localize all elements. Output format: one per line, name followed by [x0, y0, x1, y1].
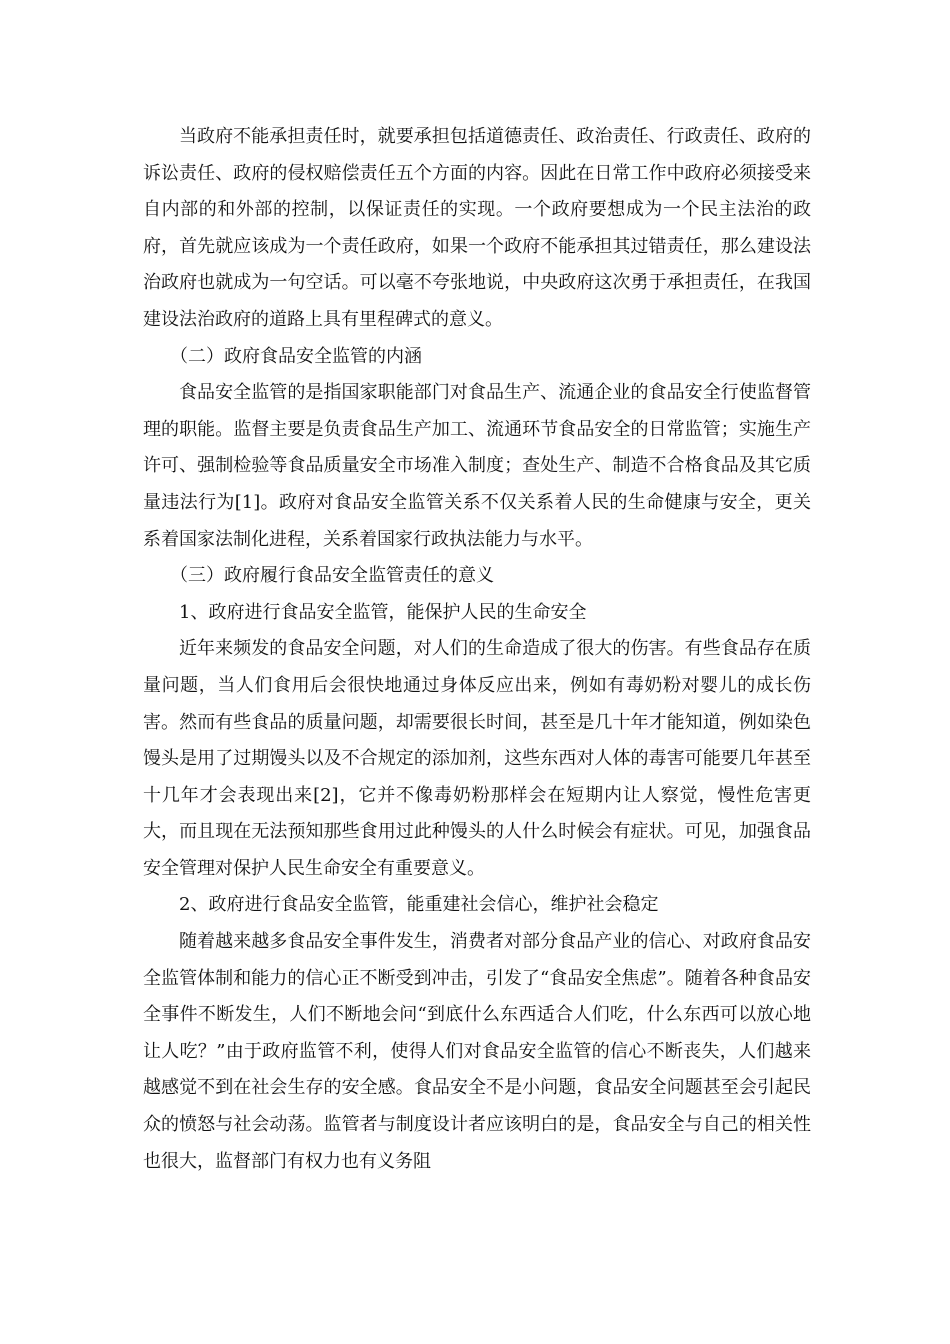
- paragraph-supervision-definition: 食品安全监管的是指国家职能部门对食品生产、流通企业的食品安全行使监督管理的职能。监督主要是负责食品生产加工、流通环节食品安全的日常监管；实施生产许可、强制检验等食品质量安全市场准入制度；查处生产、制造不合格食品及其它质量违法行为[1]。政府对食品安全监管关系不仅关系着人民的生命健康与安全，更关系着国家法制化进程，关系着国家行政执法能力与水平。: [143, 382, 811, 550]
- paragraph-government-responsibility: 当政府不能承担责任时，就要承担包括道德责任、政治责任、行政责任、政府的诉讼责任、政府的侵权赔偿责任五个方面的内容。因此在日常工作中政府必须接受来自内部的和外部的控制，以保证责任的实现。一个政府要想成为一个民主法治的政府，首先就应该成为一个责任政府，如果一个政府不能承担其过错责任，那么建设法治政府也就成为一句空话。可以毫不夸张地说，中央政府这次勇于承担责任，在我国建设法治政府的道路上具有里程碑式的意义。: [143, 126, 811, 330]
- paragraph-social-confidence: 随着越来越多食品安全事件发生，消费者对部分食品产业的信心、对政府食品安全监管体制和能力的信心正不断受到冲击，引发了“食品安全焦虑”。随着各种食品安全事件不断发生，人们不断地会问“到底什么东西适合人们吃，什么东西可以放心地让人吃？”由于政府监管不利，使得人们对食品安全监管的信心不断丧失，人们越来越感觉不到在社会生存的安全感。食品安全不是小问题，食品安全问题甚至会引起民众的愤怒与社会动荡。监管者与制度设计者应该明白的是，食品安全与自己的相关性也很大，监督部门有权力也有义务阻: [143, 931, 811, 1172]
- section-heading-3: （三）政府履行食品安全监管责任的意义: [170, 565, 494, 587]
- subheading-point-1: 1、政府进行食品安全监管，能保护人民的生命安全: [179, 601, 587, 623]
- document-page: [143, 119, 811, 1180]
- section-heading-2: （二）政府食品安全监管的内涵: [170, 345, 422, 367]
- subheading-point-2: 2、政府进行食品安全监管，能重建社会信心，维护社会稳定: [179, 894, 659, 916]
- paragraph-protect-life: 近年来频发的食品安全问题，对人们的生命造成了很大的伤害。有些食品存在质量问题，当人们食用后会很快地通过身体反应出来，例如有毒奶粉对婴儿的成长伤害。然而有些食品的质量问题，却需要很长时间，甚至是几十年才能知道，例如染色馒头是用了过期馒头以及不合规定的添加剂，这些东西对人体的毒害可能要几年甚至十几年才会表现出来[2]，它并不像毒奶粉那样会在短期内让人察觉，慢性危害更大，而且现在无法预知那些食用过此种馒头的人什么时候会有症状。可见，加强食品安全管理对保护人民生命安全有重要意义。: [143, 638, 811, 879]
